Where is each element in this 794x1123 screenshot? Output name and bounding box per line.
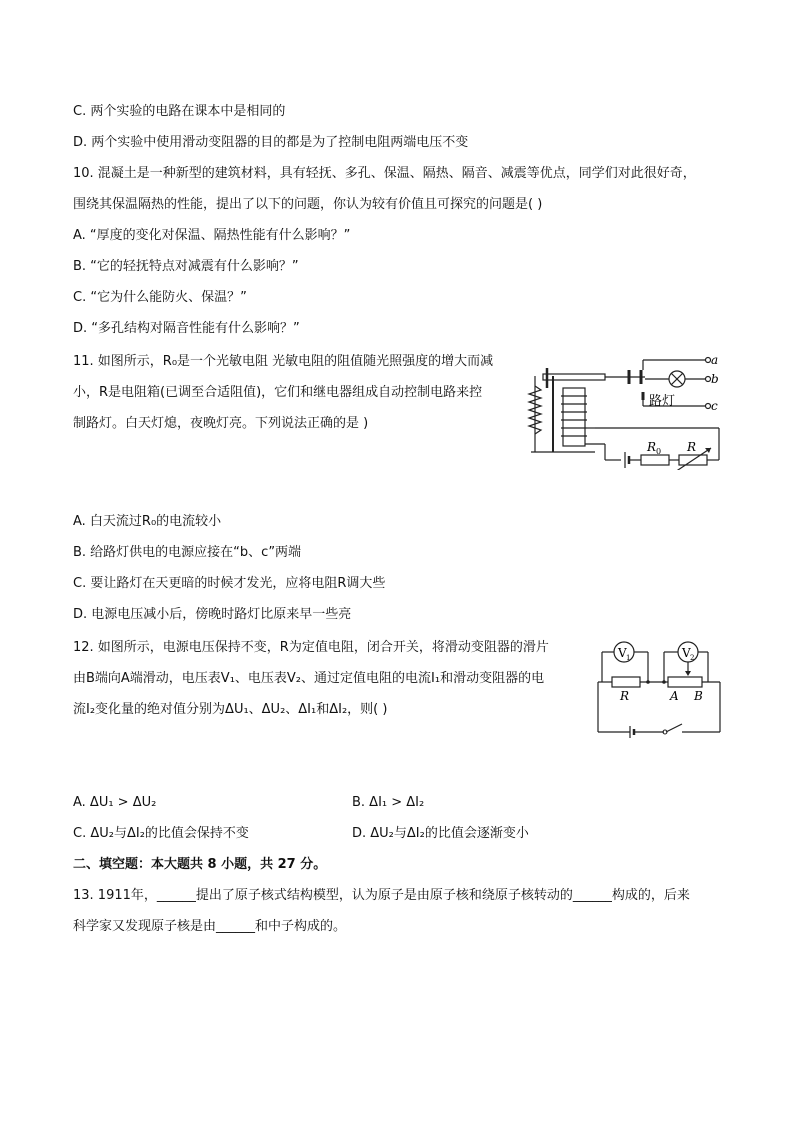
q12-option-c: C. ΔU₂与ΔI₂的比值会保持不变 [73,826,249,841]
q9-option-d: D. 两个实验中使用滑动变阻器的目的都是为了控制电阻两端电压不变 [73,135,469,150]
q13-stem-line-1: 13. 1911年，______提出了原子核式结构模型，认为原子是由原子核和绕原子核转动的______构成的，后来 [73,888,690,903]
label-v2-subscript: 2 [690,654,695,662]
q10-stem-line-1: 10. 混凝土是一种新型的建筑材料，具有轻抚、多孔、保温、隔热、隔音、减震等优点，同学们对此很好奇， [73,166,696,181]
q12-stem-line-3: 流I₂变化量的绝对值分别为ΔU₁、ΔU₂、ΔI₁和ΔI₂，则( ) [73,702,388,717]
q12-stem-line-1: 12. 如图所示，电源电压保持不变，R为定值电阻，闭合开关，将滑动变阻器的滑片 [73,640,549,655]
q12-option-a: A. ΔU₁ > ΔU₂ [73,795,157,810]
q9-option-c: C. 两个实验的电路在课本中是相同的 [73,104,286,119]
q12-option-d: D. ΔU₂与ΔI₂的比值会逐渐变小 [352,826,529,841]
label-c: c [711,399,718,413]
q13-stem-line-2: 科学家又发现原子核是由______和中子构成的。 [73,919,347,934]
label-r0: R [647,440,657,454]
q10-option-d: D. “多孔结构对隔音性能有什么影响？” [73,321,300,336]
label-b: b [711,372,719,386]
q11-option-c: C. 要让路灯在天更暗的时候才发光，应将电阻R调大些 [73,576,386,591]
label-a: a [711,353,719,367]
label-v1: V [618,646,627,660]
q11-option-d: D. 电源电压减小后，傍晚时路灯比原来早一些亮 [73,607,352,622]
q11-option-a: A. 白天流过R₀的电流较小 [73,514,222,529]
q11-stem-line-2: 小，R是电阻箱(已调至合适阻值)，它们和继电器组成自动控制电路来控 [73,385,483,400]
label-r: R [620,689,630,703]
q11-stem-line-1: 11. 如图所示，R₀是一个光敏电阻 光敏电阻的阻值随光照强度的增大而减 [73,354,494,369]
q11-stem-line-3: 制路灯。白天灯熄，夜晚灯亮。下列说法正确的是 ) [73,416,369,431]
section-heading-fill-in: 二、填空题：本大题共 8 小题，共 27 分。 [73,857,327,872]
label-v1-subscript: 1 [626,654,631,662]
q10-option-a: A. “厚度的变化对保温、隔热性能有什么影响？” [73,228,351,243]
q12-circuit-diagram [590,638,730,742]
label-r0-subscript: 0 [656,447,662,456]
label-a: A [670,689,679,703]
q11-relay-circuit-diagram [525,348,725,470]
label-r: R [687,440,697,454]
q11-option-b: B. 给路灯供电的电源应接在“b、c”两端 [73,545,302,560]
q10-option-c: C. “它为什么能防火、保温？” [73,290,247,305]
q12-option-b: B. ΔI₁ > ΔI₂ [352,795,425,810]
q10-option-b: B. “它的轻抚特点对减震有什么影响？” [73,259,299,274]
label-street-lamp: 路灯 [649,394,676,409]
q12-stem-line-2: 由B端向A端滑动，电压表V₁、电压表V₂、通过定值电阻的电流I₁和滑动变阻器的电 [73,671,545,686]
q10-stem-line-2: 围绕其保温隔热的性能，提出了以下的问题，你认为较有价值且可探究的问题是( ) [73,197,543,212]
label-b: B [694,689,703,703]
label-v2: V [682,646,691,660]
